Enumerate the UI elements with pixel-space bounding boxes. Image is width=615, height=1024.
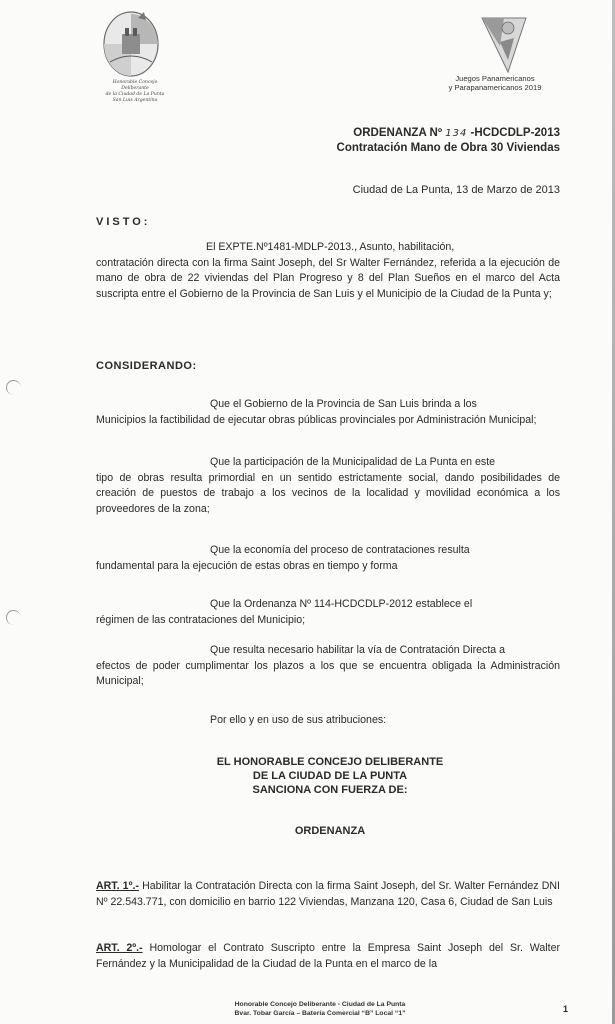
ordinance-suffix: -HCDCDLP-2013 (470, 127, 560, 139)
visto-lead: El EXPTE.Nº1481-MDLP-2013., Asunto, habilitación, (206, 241, 455, 253)
article-label: ART. 2º.- (96, 942, 143, 954)
considerando-lead: Que el Gobierno de la Provincia de San Luis brinda a los (210, 398, 477, 410)
enacting-line: EL HONORABLE CONCEJO DELIBERANTE (216, 756, 444, 768)
article-1 (96, 879, 560, 910)
considerando-item (96, 597, 560, 628)
considerando-body: fundamental para la ejecución de estas obras en tiempo y forma (96, 559, 398, 572)
seal-caption-line: de la Ciudad de La Punta (105, 92, 165, 97)
page-number: 1 (563, 1004, 569, 1014)
pan-american-games-logo (478, 12, 530, 76)
punch-hole-mark (6, 380, 21, 395)
ordinance-prefix: ORDENANZA Nº (353, 127, 443, 139)
page-footer (150, 1001, 490, 1018)
considerando-heading: CONSIDERANDO: (96, 360, 197, 372)
considerando-body: régimen de las contrataciones del Municipio; (96, 613, 306, 626)
considerando-item (96, 543, 560, 574)
games-caption (430, 74, 560, 92)
considerando-body: Municipios la factibilidad de ejecutar obras públicas provinciales por Administración Municipal; (96, 413, 537, 426)
considerando-lead: Que la participación de la Municipalidad de La Punta en este (210, 456, 496, 468)
footer-line-2: Bvar. Tobar García – Batería Comercial “B” Local “1” (234, 1009, 406, 1017)
considerando-lead: Que resulta necesario habilitar la vía de Contratación Directa a (210, 644, 506, 656)
ordinance-title-block (300, 126, 560, 156)
considerando-item (96, 643, 560, 690)
article-text: Habilitar la Contratación Directa con la firma Saint Joseph, del Sr. Walter Fernández DNI Nº 22.543.771, con domicilio en barrio 122 Viviendas, Manzana 120, Casa 6, Ciudad de San Luis (96, 880, 560, 908)
considerando-lead: Que la Ordenanza Nº 114-HCDCDLP-2012 establece el (210, 598, 473, 610)
considerando-item (96, 455, 560, 517)
closing-phrase: Por ello y en uso de sus atribuciones: (210, 714, 387, 726)
punch-hole-mark (6, 610, 21, 625)
footer-line-1: Honorable Concejo Deliberante - Ciudad de La Punta (234, 1001, 406, 1008)
considerando-body: efectos de poder cumplimentar los plazos a los que se encuentra obligada la Administración Municipal; (96, 659, 560, 687)
seal-caption-line: Honorable Concejo Deliberante (112, 80, 158, 91)
article-label: ART. 1º.- (96, 880, 139, 892)
ordinance-number-line (300, 126, 560, 141)
date-line: Ciudad de La Punta, 13 de Marzo de 2013 (352, 184, 560, 196)
seal-caption (100, 80, 170, 104)
considerando-body: tipo de obras resulta primordial en un sentido estrictamente social, dando posibilidades de creación de puestos de trabajo a los vecinos de la localidad y movilidad económica a los proveedores de la zona; (96, 471, 560, 515)
visto-paragraph (96, 240, 560, 302)
visto-heading: VISTO: (96, 216, 151, 228)
games-line-1: Juegos Panamericanos (455, 74, 535, 83)
ordinance-number-handwritten: 134 (445, 128, 468, 139)
considerando-lead: Que la economía del proceso de contrataciones resulta (210, 544, 470, 556)
ordinance-subtitle: Contratación Mano de Obra 30 Viviendas (336, 142, 560, 154)
council-seal-logo (100, 10, 162, 80)
enacting-line: DE LA CIUDAD DE LA PUNTA (252, 770, 408, 782)
article-2 (96, 941, 560, 972)
article-text: Homologar el Contrato Suscripto entre la Empresa Saint Joseph del Sr. Walter Fernández y la Municipalidad de la Ciudad de la Punta en el marco de la (96, 942, 560, 970)
ordinance-heading: ORDENANZA (294, 825, 366, 837)
considerando-item (96, 397, 560, 428)
games-line-2: y Parapanamericanos 2019 (448, 83, 542, 92)
visto-body: contratación directa con la firma Saint Joseph, del Sr Walter Fernández, referida a la ejecución de mano de obra de 22 viviendas del Plan Progreso y 8 del Plan Sueños en el marco del Acta suscripta entre el Gobierno de la Provincia de San Luis y el Municipio de la Ciudad de la Punta y; (96, 256, 560, 300)
enacting-clause (150, 755, 510, 797)
seal-caption-line: San Luis Argentina (112, 98, 158, 103)
enacting-line: SANCIONA CON FUERZA DE: (252, 784, 408, 796)
